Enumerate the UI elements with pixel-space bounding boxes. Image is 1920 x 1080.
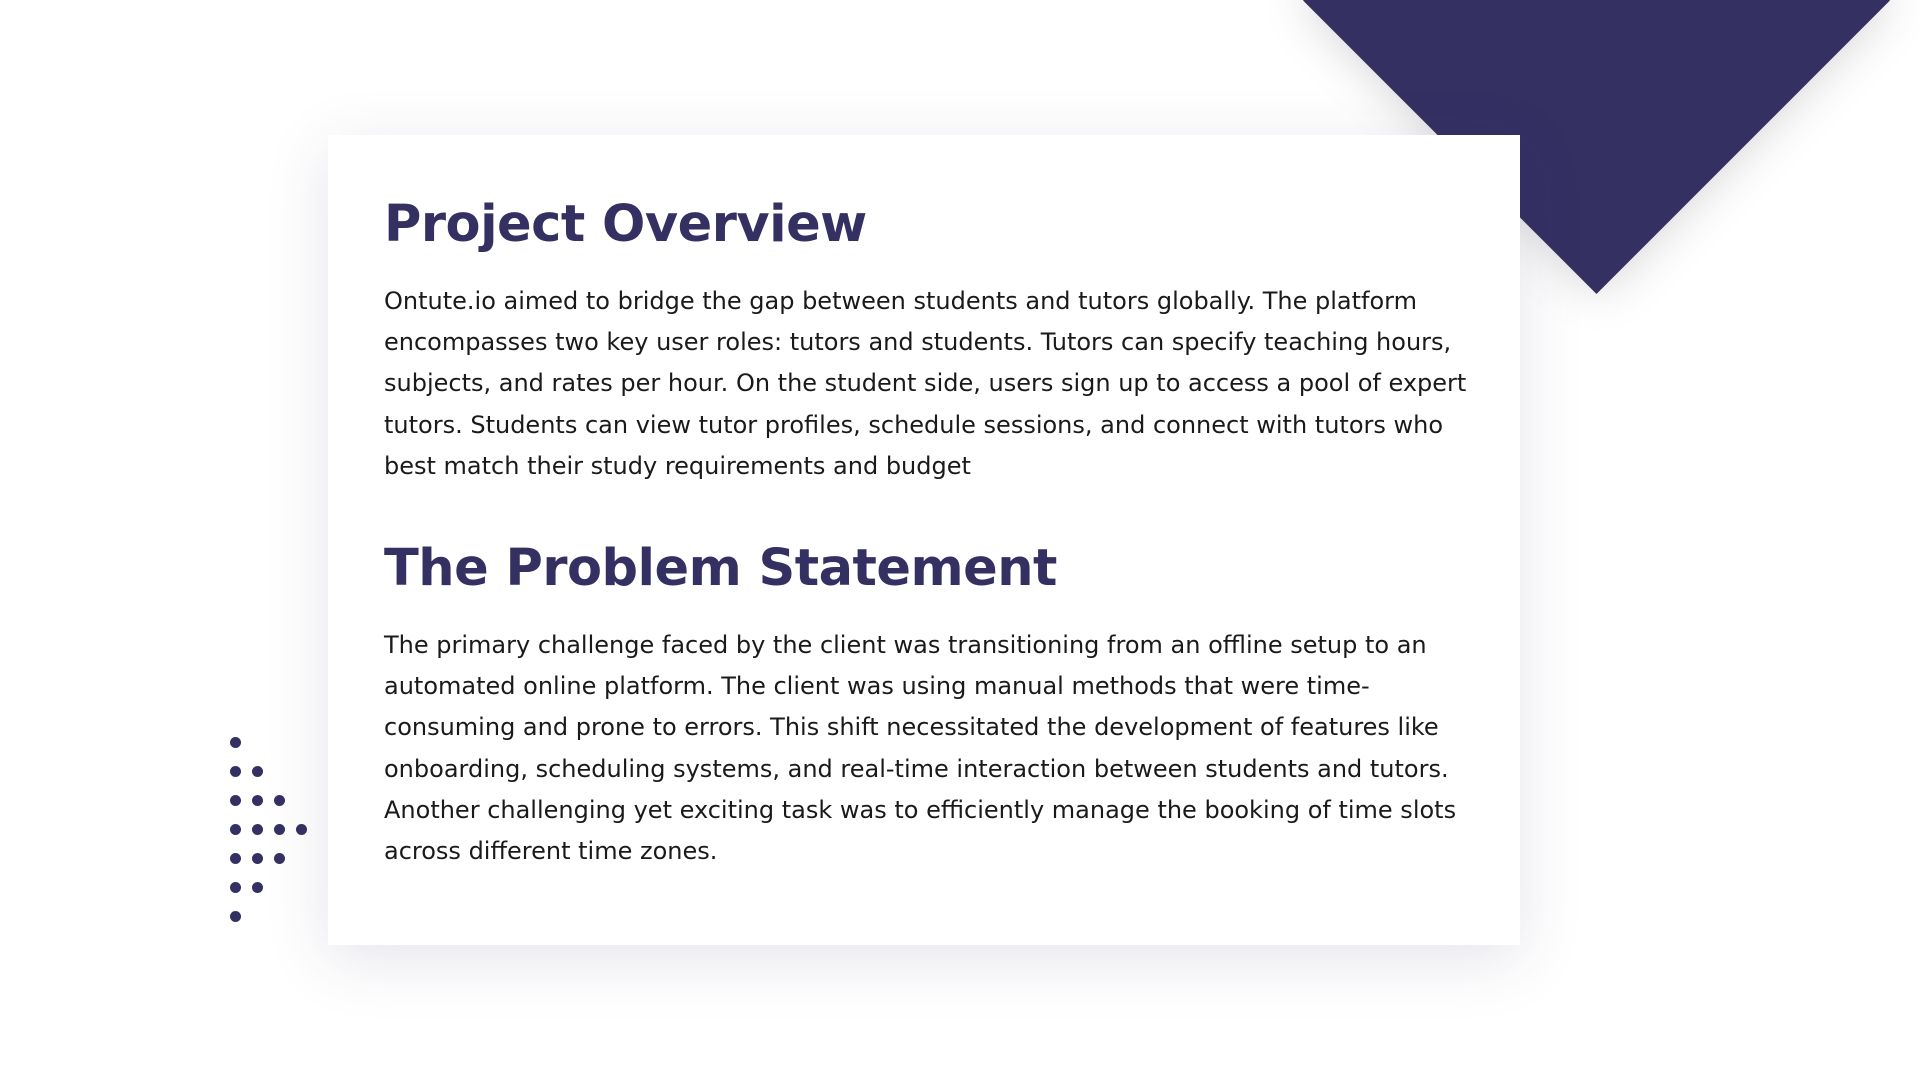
content-card xyxy=(328,135,1520,945)
decorative-dot xyxy=(274,795,285,806)
decorative-dot xyxy=(252,853,263,864)
decorative-dot xyxy=(230,824,241,835)
problem-statement-text: The primary challenge faced by the client was transitioning from an offline setup to an automated online platform. The client was using manual methods that were time-consuming and prone to errors. This shift necessitated the development of features like onboarding, scheduling systems, and real-time interaction between students and tutors. Another challenging yet exciting task was to efficiently manage the booking of time slots across different time zones. xyxy=(384,631,1457,866)
decorative-dot xyxy=(230,853,241,864)
decorative-dot xyxy=(274,824,285,835)
decorative-dot xyxy=(252,882,263,893)
decorative-dot xyxy=(296,824,307,835)
decorative-dot xyxy=(230,911,241,922)
decorative-dot xyxy=(230,766,241,777)
decorative-dot xyxy=(230,737,241,748)
decorative-dot xyxy=(252,766,263,777)
project-overview-text: Ontute.io aimed to bridge the gap between students and tutors globally. The platform encompasses two key user roles: tutors and students. Tutors can specify teaching hours, subjects, and rates per hour. On the student side, users sign up to access a pool of expert tutors. Students can view tutor profiles, schedule sessions, and connect with tutors who best match their study requirements and budget xyxy=(384,287,1467,480)
decorative-dot xyxy=(252,824,263,835)
problem-statement-heading: The Problem Statement xyxy=(384,539,1057,599)
decorative-dot xyxy=(230,795,241,806)
decorative-dot xyxy=(252,795,263,806)
project-overview-heading: Project Overview xyxy=(384,195,867,254)
decorative-dot xyxy=(274,853,285,864)
decorative-dot xyxy=(230,882,241,893)
